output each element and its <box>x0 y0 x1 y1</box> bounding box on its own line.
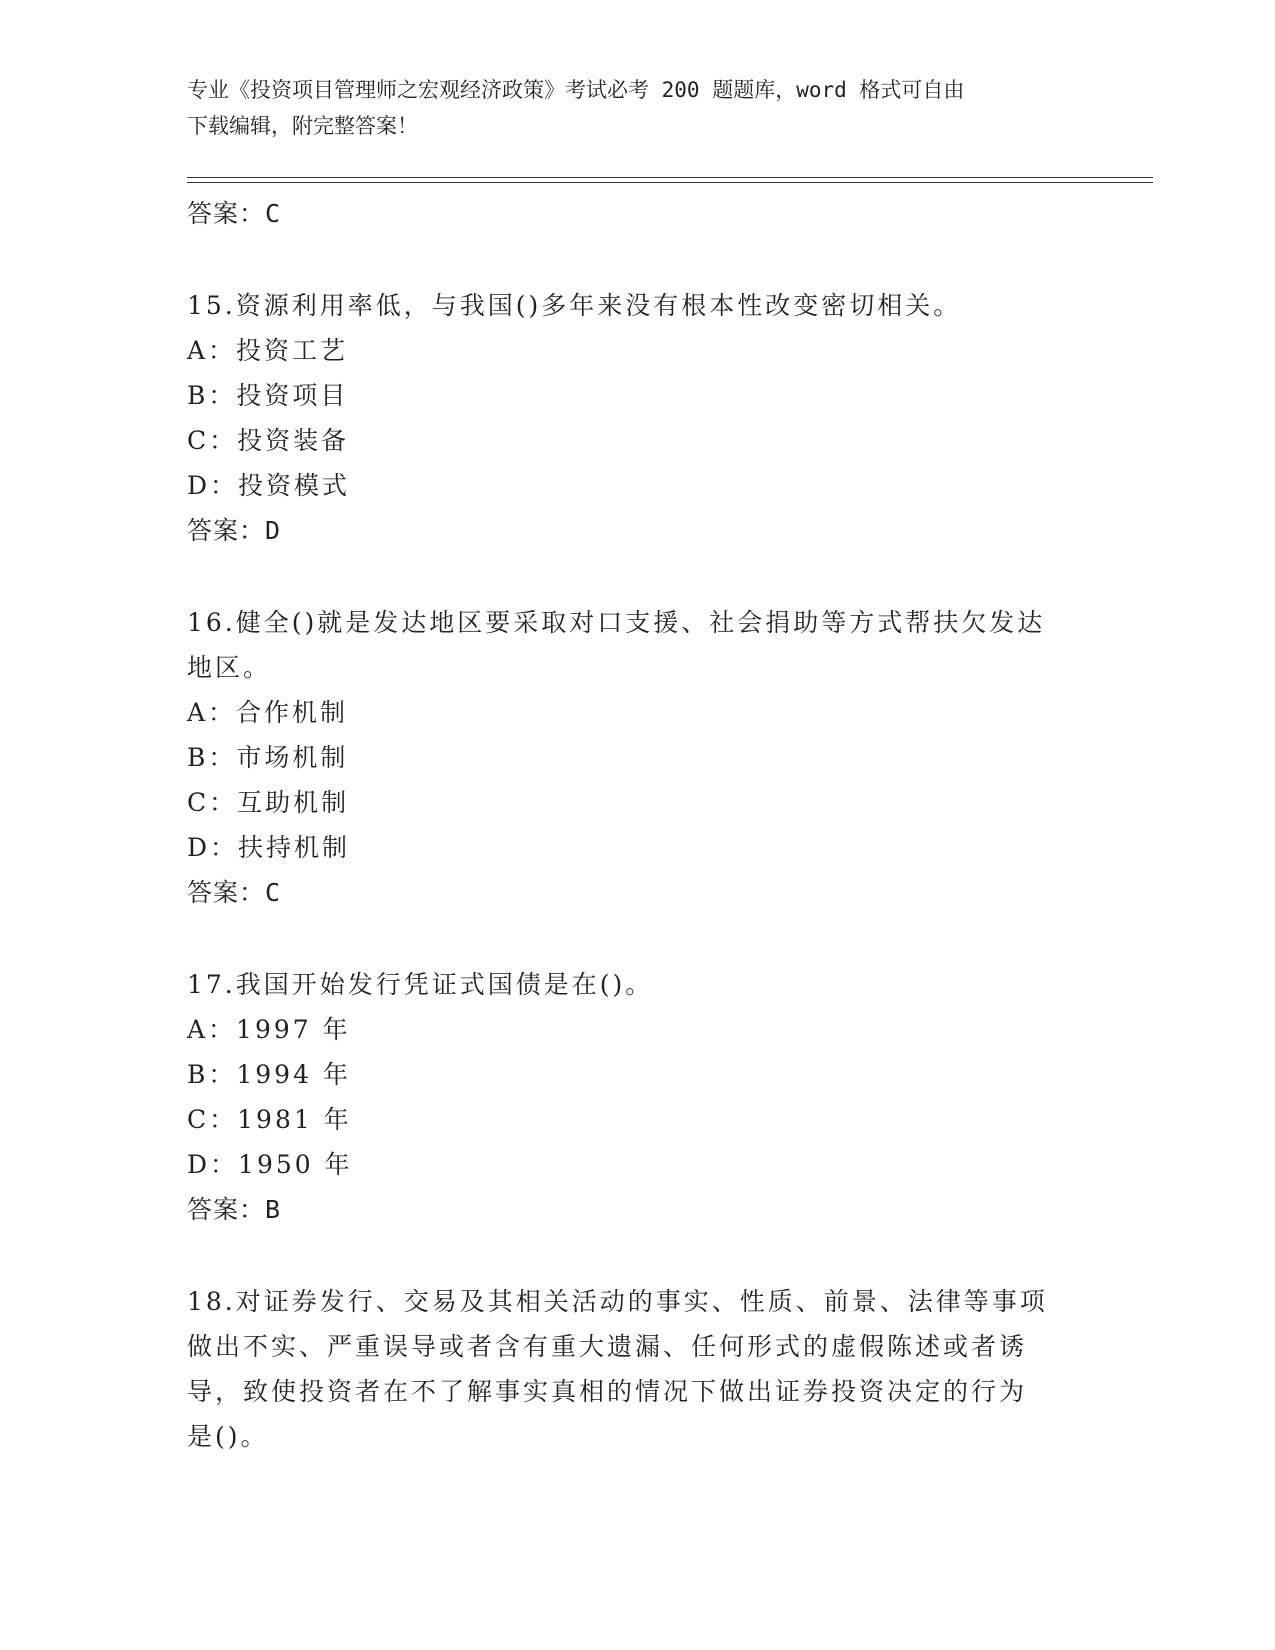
question-block <box>187 283 1087 553</box>
question-stem-cont: 地区。 <box>187 653 272 682</box>
question-block <box>187 600 1087 915</box>
option-b: B：1994 年 <box>187 1060 351 1089</box>
question-stem-cont: 导，致使投资者在不了解事实真相的情况下做出证券投资决定的行为 <box>187 1377 1028 1406</box>
question-stem: 18.对证券发行、交易及其相关活动的事实、性质、前景、法律等事项 <box>187 1287 1048 1316</box>
spacer <box>187 553 1087 600</box>
header-line-1: 专业《投资项目管理师之宏观经济政策》考试必考 200 题题库，word 格式可自由 <box>187 78 965 102</box>
question-stem: 16.健全()就是发达地区要采取对口支援、社会捐助等方式帮扶欠发达 <box>187 608 1046 637</box>
document-body <box>187 191 1087 1459</box>
question-block <box>187 962 1087 1232</box>
spacer <box>187 915 1087 962</box>
question-stem: 17.我国开始发行凭证式国债是在()。 <box>187 970 654 999</box>
answer-line: 答案：D <box>187 516 282 545</box>
question-stem: 15.资源利用率低，与我国()多年来没有根本性改变密切相关。 <box>187 291 962 320</box>
option-a: A：1997 年 <box>187 1015 351 1044</box>
option-c: C：互助机制 <box>187 788 350 817</box>
option-c: C：1981 年 <box>187 1105 352 1134</box>
spacer <box>187 236 1087 283</box>
option-d: D：投资模式 <box>187 471 351 500</box>
question-stem-cont: 是()。 <box>187 1422 269 1451</box>
spacer <box>187 1232 1087 1279</box>
option-c: C：投资装备 <box>187 426 350 455</box>
header-line-2: 下载编辑，附完整答案！ <box>187 114 418 138</box>
option-b: B：市场机制 <box>187 743 349 772</box>
option-d: D：扶持机制 <box>187 833 351 862</box>
option-b: B：投资项目 <box>187 381 349 410</box>
question-stem-cont: 做出不实、严重误导或者含有重大遗漏、任何形式的虚假陈述或者诱 <box>187 1332 1028 1361</box>
header-divider-bottom <box>187 182 1153 183</box>
option-a: A：合作机制 <box>187 698 349 727</box>
option-d: D：1950 年 <box>187 1150 353 1179</box>
option-a: A：投资工艺 <box>187 336 349 365</box>
answer-line: 答案：B <box>187 1195 282 1224</box>
header-divider-top <box>187 177 1153 178</box>
answer-line: 答案：C <box>187 199 282 228</box>
page-header <box>187 72 1067 144</box>
answer-line: 答案：C <box>187 878 282 907</box>
question-block <box>187 1279 1087 1459</box>
